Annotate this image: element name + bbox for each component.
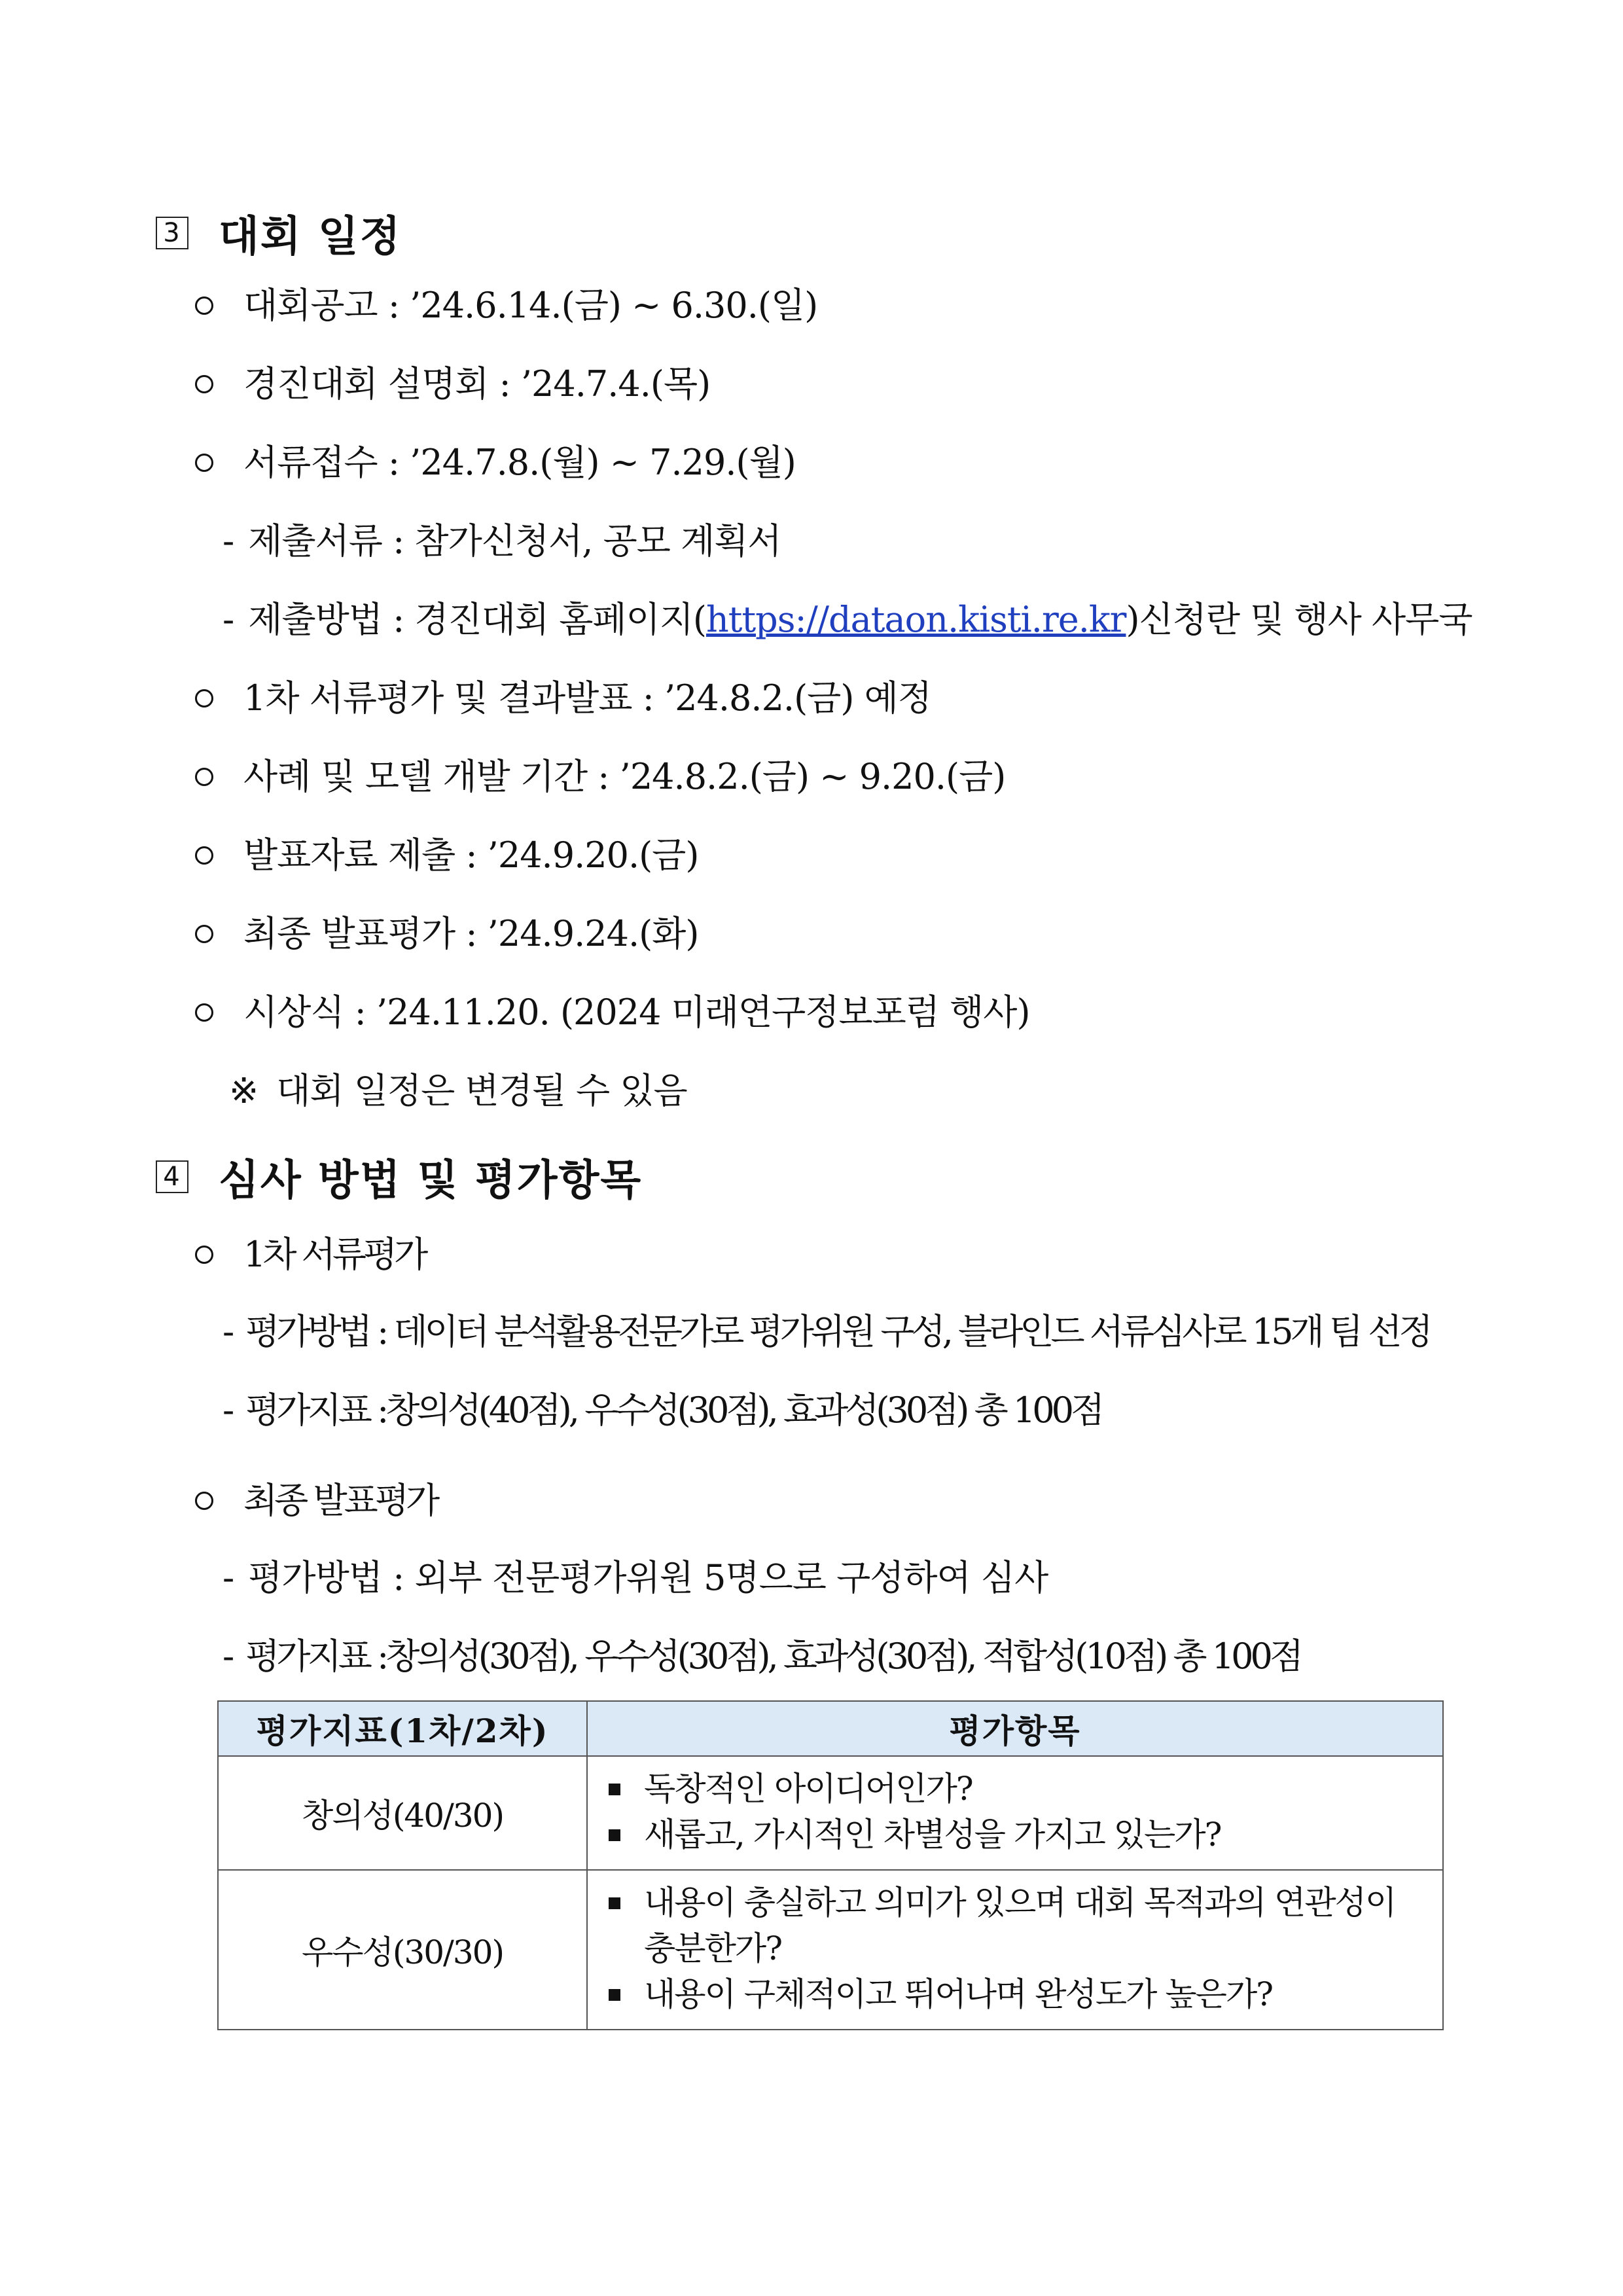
item-text: 경진대회 설명회 : ’24.7.4.(목): [243, 363, 711, 404]
schedule-item: [195, 833, 698, 878]
item-text: 내용이 충실하고 의미가 있으며 대회 목적과의 연관성이 충분한가?: [644, 1884, 1396, 1967]
section-4-heading: [156, 1147, 642, 1207]
table-header-cell: 평가항목: [587, 1701, 1443, 1756]
evaluation-item: [195, 1232, 425, 1278]
table-row: [218, 1870, 1443, 2030]
item-text: 1차 서류평가: [243, 1234, 425, 1275]
item-text: 서류접수 : ’24.7.8.(월) ~ 7.29.(월): [243, 442, 796, 483]
circle-bullet-icon: [195, 454, 213, 472]
circle-bullet-icon: [195, 1492, 213, 1510]
schedule-subitem: [223, 518, 781, 564]
item-text: 대회공고 : ’24.6.14.(금) ~ 6.30.(일): [243, 285, 818, 326]
dash-bullet: -: [223, 1311, 232, 1352]
schedule-item: [195, 440, 796, 486]
item-text: 제출서류 : 참가신청서, 공모 계획서: [248, 520, 781, 562]
schedule-item: [195, 283, 817, 329]
criteria-cell: [587, 1756, 1443, 1870]
section-title: 심사 방법 및 평가항목: [219, 1157, 643, 1205]
item-text: 내용이 구체적이고 뛰어나며 완성도가 높은가?: [644, 1975, 1273, 2013]
evaluation-subitem: [223, 1634, 1300, 1679]
item-text: 최종 발표평가: [243, 1480, 437, 1521]
indicator-cell: 창의성(40/30): [218, 1756, 587, 1870]
schedule-item: [195, 754, 1005, 800]
item-text: 발표자료 제출 : ’24.9.20.(금): [243, 834, 699, 876]
square-bullet-icon: [609, 1989, 620, 2001]
item-text: 평가지표 :창의성(40점), 우수성(30점), 효과성(30점) 총 100점: [245, 1390, 1102, 1431]
item-text: 평가방법 : 데이터 분석활용전문가로 평가위원 구성, 블라인드 서류심사로 15개 팀 선정: [245, 1311, 1430, 1352]
item-text: 대회 일정은 변경될 수 있음: [276, 1070, 687, 1111]
table-header-cell: 평가지표(1차/2차): [218, 1701, 587, 1756]
criteria-item: [607, 1766, 1427, 1812]
dash-bullet: -: [223, 1390, 232, 1431]
dash-bullet: -: [223, 1557, 234, 1598]
evaluation-subitem: [223, 1555, 1048, 1601]
evaluation-subitem: [223, 1388, 1101, 1433]
item-text: 새롭고, 가시적인 차별성을 가지고 있는가?: [644, 1816, 1221, 1854]
section-3-heading: [156, 203, 402, 263]
evaluation-item: [195, 1478, 437, 1524]
schedule-item: [195, 990, 1030, 1035]
item-text: 제출방법 : 경진대회 홈페이지(: [248, 599, 706, 640]
dash-bullet: -: [223, 1636, 232, 1677]
item-text: 사례 및 모델 개발 기간 : ’24.8.2.(금) ~ 9.20.(금): [243, 756, 1006, 797]
criteria-item: [607, 1880, 1427, 1971]
dash-bullet: -: [223, 520, 234, 562]
section-title: 대회 일정: [219, 213, 402, 261]
criteria-item: [607, 1971, 1427, 2017]
square-bullet-icon: [609, 1829, 620, 1841]
evaluation-subitem: [223, 1309, 1430, 1355]
schedule-item: [195, 361, 710, 407]
circle-bullet-icon: [195, 1003, 213, 1022]
criteria-item: [607, 1812, 1427, 1857]
item-text: )신청란 및 행사 사무국: [1126, 599, 1472, 640]
schedule-subitem: [223, 597, 1472, 643]
schedule-item: [195, 675, 931, 721]
item-text: 최종 발표평가 : ’24.9.24.(화): [243, 913, 699, 954]
schedule-note: [229, 1068, 687, 1114]
circle-bullet-icon: [195, 296, 213, 315]
section-number-box: 3: [156, 217, 188, 249]
criteria-cell: [587, 1870, 1443, 2030]
item-text: 평가방법 : 외부 전문평가위원 5명으로 구성하여 심사: [248, 1557, 1048, 1598]
schedule-item: [195, 911, 698, 957]
square-bullet-icon: [609, 1897, 620, 1909]
circle-bullet-icon: [195, 925, 213, 943]
item-text: 시상식 : ’24.11.20. (2024 미래연구정보포럼 행사): [243, 992, 1030, 1033]
dash-bullet: -: [223, 599, 234, 640]
item-text: 독창적인 아이디어인가?: [644, 1770, 972, 1808]
item-text: 1차 서류평가 및 결과발표 : ’24.8.2.(금) 예정: [243, 677, 931, 719]
circle-bullet-icon: [195, 375, 213, 393]
circle-bullet-icon: [195, 1246, 213, 1264]
table-header-row: [218, 1701, 1443, 1756]
section-number-box: 4: [156, 1160, 188, 1193]
indicator-cell: 우수성(30/30): [218, 1870, 587, 2030]
circle-bullet-icon: [195, 689, 213, 708]
item-text: 평가지표 :창의성(30점), 우수성(30점), 효과성(30점), 적합성(10점) 총 100점: [245, 1636, 1300, 1677]
circle-bullet-icon: [195, 768, 213, 786]
evaluation-table: [217, 1700, 1444, 2030]
circle-bullet-icon: [195, 846, 213, 865]
table-row: [218, 1756, 1443, 1870]
homepage-link[interactable]: https://dataon.kisti.re.kr: [705, 599, 1126, 640]
reference-mark-icon: ※: [229, 1070, 259, 1111]
square-bullet-icon: [609, 1784, 620, 1795]
